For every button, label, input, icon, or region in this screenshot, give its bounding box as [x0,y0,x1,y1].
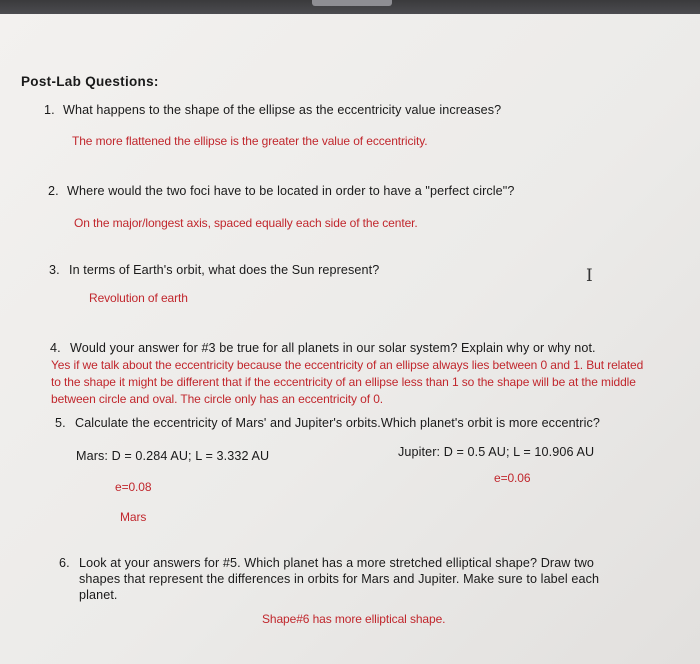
q3-number: 3. [49,263,60,277]
q6-question-line-1: Look at your answers for #5. Which planet has a more stretched elliptical shape? Draw two [79,556,594,570]
q1-number: 1. [44,103,55,117]
q1-question: What happens to the shape of the ellipse as the eccentricity value increases? [63,103,502,117]
q5-number: 5. [55,416,66,430]
q6-number: 6. [59,556,70,570]
q4-number: 4. [50,341,61,355]
q6-question-line-2: shapes that represent the differences in orbits for Mars and Jupiter. Make sure to label each [79,572,600,586]
q5-mars-eccentricity: e=0.08 [115,480,152,494]
q5-answer: Mars [120,510,147,524]
q4-question: Would your answer for #3 be true for all planets in our solar system? Explain why or why not. [70,341,596,355]
q4-answer-line-1: Yes if we talk about the eccentricity because the eccentricity of an ellipse always lies between 0 and 1. But related [51,358,644,372]
q5-mars-given: Mars: D = 0.284 AU; L = 3.332 AU [76,449,270,463]
device-top-bar [0,0,700,14]
q5-question: Calculate the eccentricity of Mars' and Jupiter's orbits.Which planet's orbit is more eccentric? [75,416,600,430]
page-heading: Post-Lab Questions: [21,74,159,89]
text-cursor-icon: I [586,266,593,286]
q3-question: In terms of Earth's orbit, what does the Sun represent? [69,263,380,277]
q4-answer-line-2: to the shape it might be different that if the eccentricity of an ellipse less than 1 so the shape will be at the middle [51,375,636,389]
q2-number: 2. [48,184,59,198]
q3-answer: Revolution of earth [89,291,188,305]
q6-question-line-3: planet. [79,588,118,602]
q5-jupiter-eccentricity: e=0.06 [494,471,531,485]
q6-answer: Shape#6 has more elliptical shape. [262,612,446,626]
top-bar-notch [312,0,392,6]
q5-jupiter-given: Jupiter: D = 0.5 AU; L = 10.906 AU [398,445,595,459]
q2-answer: On the major/longest axis, spaced equally each side of the center. [74,216,418,230]
q4-answer-line-3: between circle and oval. The circle only has an eccentricity of 0. [51,392,384,406]
q2-question: Where would the two foci have to be located in order to have a "perfect circle"? [67,184,515,198]
q1-answer: The more flattened the ellipse is the greater the value of eccentricity. [72,134,428,148]
